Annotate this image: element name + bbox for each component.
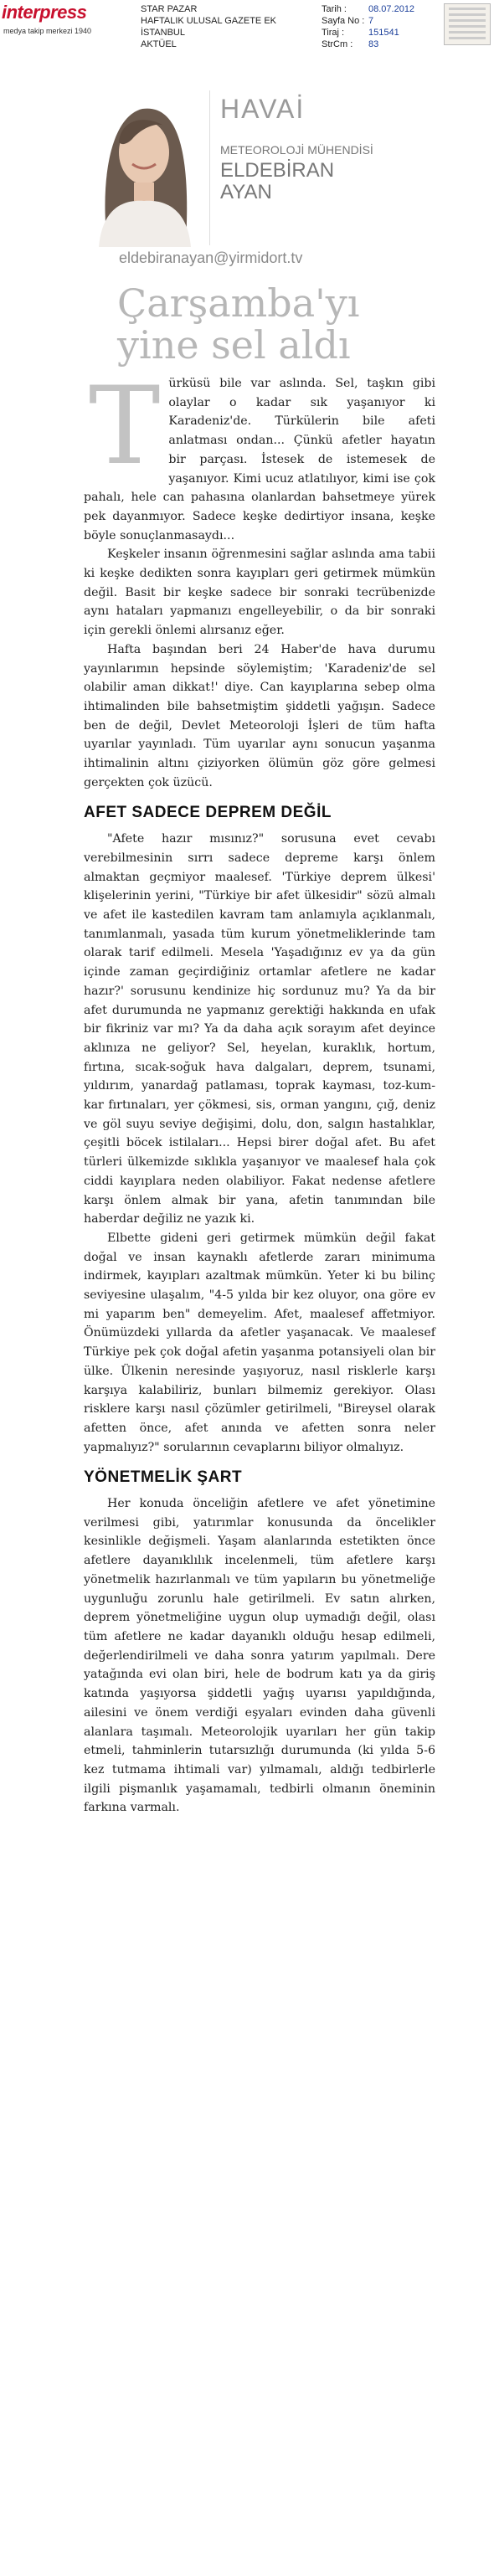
clipping-header: [0, 0, 494, 50]
interpress-logo: interpress: [2, 2, 87, 23]
meta-row: [322, 39, 414, 50]
meta-value: 83: [368, 39, 379, 49]
paragraph: Keşkeler insanın öğrenmesini sağlar aslında ama tabii ki keşke dedikten sonra kayıpları geri getirmek mümkün değil. Basit bir keşke sadece bir sonraki tecrübenizde aynı hataları yapmanızı engelleyebilir, o da bir sonraki için gerekli önlemi alırsanız eğer.: [84, 548, 435, 638]
meta-row: [322, 27, 414, 39]
drop-cap: T: [89, 364, 161, 489]
article: [84, 84, 435, 1818]
publication-info: [141, 3, 276, 50]
author-email: eldebiranayan@yirmidort.tv: [119, 249, 303, 266]
meta-value: 08.07.2012: [368, 4, 415, 14]
author-role: METEOROLOJİ MÜHENDİSİ: [220, 143, 373, 157]
meta-key: StrCm :: [322, 39, 353, 49]
section-label: HAVAİ: [220, 94, 306, 124]
logo-tagline: medya takip merkezi 1940: [3, 27, 92, 35]
publication-line: İSTANBUL: [141, 28, 185, 38]
author-name: ELDEBİRAN: [220, 159, 335, 182]
meta-value: 151541: [368, 28, 399, 38]
meta-key: Sayfa No :: [322, 16, 365, 26]
paragraph: Hafta başından beri 24 Haber'de hava durumu yayınlarımın hepsinde söylemiştim; 'Karadeniz'de sel olabilir aman dikkat!' diye. Can kayıplarına sebep olma ihtimalinden bile bahsetmiştim şiddetli yağışın. Sadece ben de değil, Devlet Meteoroloji İşleri de tüm hafta uyarılar yayınladı. Tüm uyarılar aynı sonucun yaşanma ihtimalinin altını çiziyorken ölümün göz göre gelmesi gerçekten çok üzücü.: [84, 642, 435, 789]
author-label: [209, 90, 436, 245]
page-thumbnail: [444, 3, 491, 45]
clipping-meta: [322, 3, 414, 50]
meta-value: 7: [368, 16, 374, 26]
paragraph: "Afete hazır mısınız?" sorusuna evet cevabı verebilmesinin sırrı sadece depreme karşı önlem almaktan geçmiyor maalesef. 'Türkiye deprem ülkesi' klişelerinin yerini, "Türkiye bir afet ülkesidir" sözü almalı ve afet ile kastedilen kavram tam anlamıyla açıklanmalı, tanımlanmalı, yasada tüm kurum yönetmeliklerinde tam olarak tarif edilmeli. Mesela 'Yaşadığınız ev ya da gün içinde zaman geçirdiğiniz ortamlar afetlere ne kadar hazır?' sorusunu kendinize hiç sordunuz mu? Ya da bir afet durumunda ne yapmanız gerektiği hakkında en ufak bir fikriniz var mı? Ya da daha açık sorayım afet deyince aklınıza ne geliyor? Sel, heyelan, kuraklık, hortum, fırtına, sıcak-soğuk hava dalgaları, deprem, tsunami, yıldırım, yanardağ patlaması, toprak kayması, toz-kum-kar fırtınaları, yer çökmesi, sis, orman yangını, çığ, deniz ve göl suyu seviye değişimi, dolu, don, salgın hastalıklar, çeşitli böcek istilaları... Hepsi birer doğal afet. Bu afet türleri ülkemizde sıklıkla yaşanıyor ve maalesef hala çok ciddi kayıplara neden olabiliyor. Fakat nedense afetlere karşı önlem almak bir yana, afetin tanımından bile haberdar değiliz ne yazık ki.: [84, 832, 435, 1226]
meta-row: [322, 3, 414, 15]
meta-key: Tarih :: [322, 4, 347, 14]
author-box: [84, 84, 435, 251]
publication-line: STAR PAZAR: [141, 4, 198, 14]
headline: [117, 282, 435, 366]
subheading: YÖNETMELİK ŞART: [84, 1468, 243, 1487]
meta-key: Tiraj :: [322, 28, 345, 38]
author-photo: [84, 84, 201, 247]
headline-line: yine sel aldı: [117, 322, 351, 368]
paragraph: Elbette gideni geri getirmek mümkün değil fakat doğal ve insan kaynaklı afetlerde zararı minimuma indirmek, kayıpları azaltmak mümkün. Yeter ki bu bilinç seviyesine ulaşalım, "4-5 yılda bir kez oluyor, ona göre ev mi yaparım ben" demeyelim. Afet, maalesef affetmiyor. Önümüzdeki yıllarda da afetler yaşanacak. Ve maalesef Türkiye pek çok doğal afetin yaşanma potansiyeli olan bir ülke. Ülkenin neresinde yaşıyoruz, nasıl risklerle karşı karşıya kalabiliriz, bunları bilmemiz gerekiyor. Olası risklere karşı nasıl çözümler getirilmeli, "Bireysel olarak afetten önce, afet anında ve afetten sonra neler yapmalıyız?" sorularının cevaplarını biliyor olmalıyız.: [84, 1231, 435, 1454]
publication-line: AKTÜEL: [141, 39, 177, 49]
meta-row: [322, 15, 414, 27]
headline-line: Çarşamba'yı: [117, 280, 360, 326]
article-body: [84, 364, 435, 1818]
publication-line: HAFTALIK ULUSAL GAZETE EK: [141, 16, 276, 26]
subheading: AFET SADECE DEPREM DEĞİL: [84, 804, 332, 822]
paragraph: ürküsü bile var aslında. Sel, taşkın gibi olaylar o kadar sık yaşanıyor ki Karadeniz'de. Türkülerin bile afeti anlatması ondan... Çünkü afetler hayatın bir parçası. İstesek de istemesek de yaşanıyor. Kimi ucuz atlatılıyor, kimi ise çok pahalı, hele can pahasına olanlardan bahsetmeye yürek pek dayanmıyor. Sadece keşke dedirtiyor insana, keşke böyle sonuçlanmasaydı...: [84, 377, 435, 542]
author-surname: AYAN: [220, 181, 272, 203]
paragraph: Her konuda önceliğin afetlere ve afet yönetimine verilmesi gibi, yatırımlar konusunda da öncelikler kesinlikle değişmeli. Yaşam alanlarında estetikten önce afetlere dayanıklılık incelenmeli, tüm afetlere karşı yönetmelik hazırlanmalı ve tüm yapıların bu yönetmeliğe uygunluğu zorunlu hale getirilmeli. Ev satın alırken, deprem yönetmeliğine uygun olup uymadığı değil, olası tüm afetlere ne kadar dayanıklı olduğu hesap edilmeli, değerlendirilmeli ve daha sonra yatırım yapılmalı. Dere yatağında evi olan biri, hele de bodrum katı ya da giriş katında yaşıyorsa şiddetli yağış uyarısı yapıldığında, ailesini ve önem verdiği eşyaları evinden daha güvenli alanlara taşımalı. Meteorolojik uyarıları her gün takip etmeli, tahminlerin tutarsızlığı durumunda (ki yılda 5-6 kez tutmama ihtimali var) yılmamalı, aldığı tedbirlerle ilgili pişmanlık yaşamamalı, tedbirli olmanın öneminin farkına varmalı.: [84, 1497, 435, 1815]
